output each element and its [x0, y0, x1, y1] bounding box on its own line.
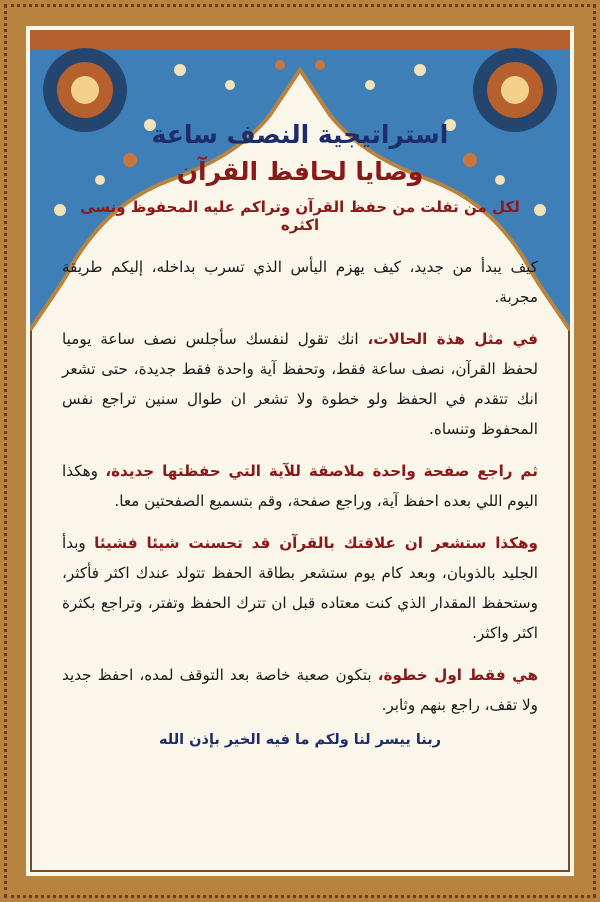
title-line-1: استراتيجية النصف ساعة: [151, 120, 449, 149]
main-text: [62, 120, 538, 862]
lead-line: لكل من تفلت من حفظ القرآن وتراكم عليه المحفوظ ونسى اكثره: [80, 198, 520, 234]
title-line-2: وصايا لحافظ القرآن: [176, 157, 424, 186]
paragraph-3-text: وهكذا اليوم اللي بعده احفظ آية، وراجع صفحة، وقم بتسميع الصفحتين معا.: [62, 462, 538, 510]
paragraph-5: [62, 660, 538, 720]
paragraph-3: [62, 456, 538, 516]
paragraph-4-highlight: وهكذا ستشعر ان علاقتك بالقرآن قد تحسنت شيئا فشيئا: [94, 534, 538, 552]
paragraph-2-highlight: في مثل هذة الحالات،: [367, 330, 538, 348]
paragraph-4: [62, 528, 538, 648]
paragraph-2: [62, 324, 538, 444]
paragraph-2-text: انك تقول لنفسك سأجلس نصف ساعة يوميا لحفظ القرآن، نصف ساعة فقط، وتحفظ آية واحدة فقط جديدة، حتى تشعر انك تتقدم في الحفظ ولو خطوة ولا تشعر ان طوال سنين تراجع نفس المحفوظ وتنساه.: [62, 330, 538, 438]
paragraph-5-text: بتكون صعبة خاصة بعد التوقف لمده، احفظ جديد ولا تقف، راجع بنهم وثابر.: [62, 666, 538, 714]
paragraph-4-text: وبدأ الجليد بالذوبان، وبعد كام يوم ستشعر بطاقة الحفظ تتولد عندك اكثر فأكثر، وستحفظ المقدار الذي كنت معتاده قبل ان تترك الحفظ وتفتر، وتراجع بكثرة اكثر واكثر.: [62, 534, 538, 642]
paragraph-3-highlight: ثم راجع صفحة واحدة ملاصقة للآية التي حفظتها جديدة،: [105, 462, 538, 480]
paragraph-1: كيف يبدأ من جديد، كيف يهزم اليأس الذي تسرب بداخله، إليكم طريقة مجربة.: [62, 258, 538, 306]
paragraph-5-highlight: هي فقط اول خطوة،: [377, 666, 539, 684]
closing-prayer: ربنا ييسر لنا ولكم ما فيه الخير بإذن الله: [158, 732, 441, 748]
